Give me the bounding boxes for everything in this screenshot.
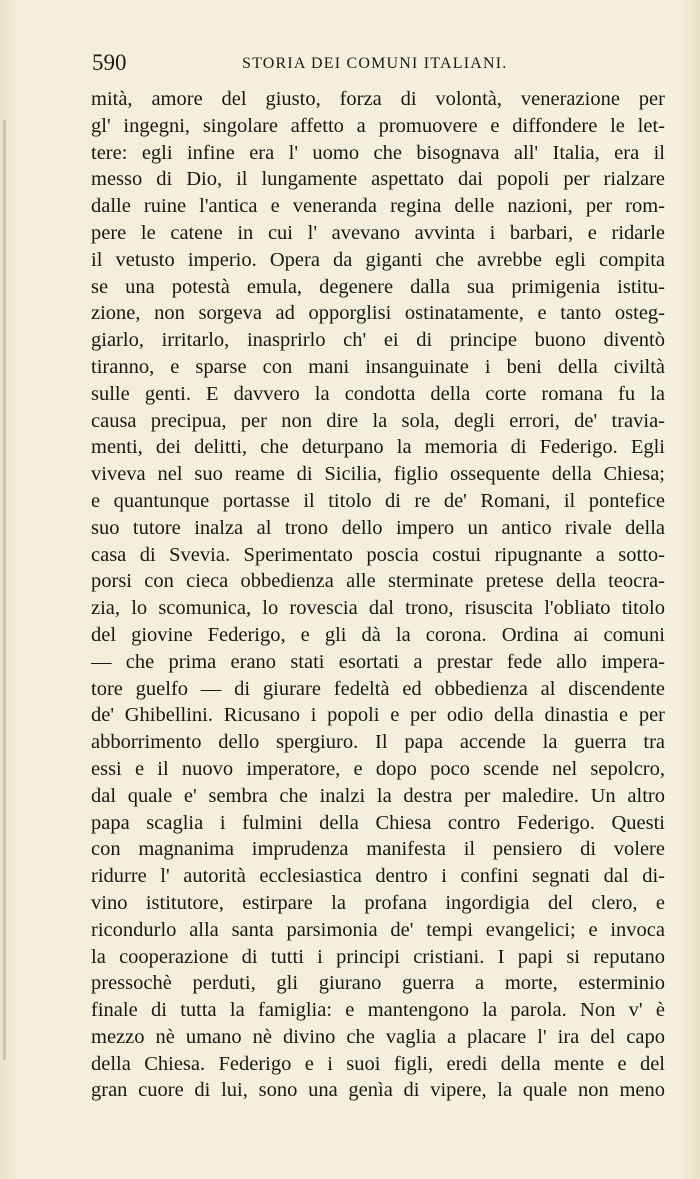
page-header [92, 48, 658, 78]
text-line: la cooperazione di tutti i principi cristiani. I papi si reputano [91, 945, 665, 968]
text-line: abborrimento dello spergiuro. Il papa accende la guerra tra [91, 731, 665, 754]
text-line: causa precipua, per non dire la sola, degli errori, de' travia- [91, 409, 665, 432]
text-line: — che prima erano stati esortati a prestar fede allo impera- [91, 650, 665, 673]
text-line: viveva nel suo reame di Sicilia, figlio ossequente della Chiesa; [91, 463, 665, 486]
text-line: giarlo, irritarlo, inasprirlo ch' ei di principe buono diventò [91, 329, 665, 352]
page-edge-shadow [3, 120, 6, 1060]
text-line: con magnanima imprudenza manifesta il pensiero di volere [91, 838, 665, 861]
text-line: essi e il nuovo imperatore, e dopo poco scende nel sepolcro, [91, 757, 665, 780]
text-line: porsi con cieca obbedienza alle sterminate pretese della teocra- [91, 570, 665, 593]
text-line: de' Ghibellini. Ricusano i popoli e per odio della dinastia e per [91, 704, 665, 727]
page-number: 590 [92, 50, 127, 75]
text-line: pressochè perduti, gli giurano guerra a morte, esterminio [91, 972, 665, 995]
text-line: sulle genti. E davvero la condotta della corte romana fu la [91, 382, 665, 405]
text-line: gl' ingegni, singolare affetto a promuovere e diffondere le let- [91, 114, 665, 137]
text-line: suo tutore inalza al trono dello impero un antico rivale della [91, 516, 665, 539]
text-line: dalle ruine l'antica e veneranda regina delle nazioni, per rom- [91, 195, 665, 218]
text-line: ridurre l' autorità ecclesiastica dentro i confini segnati dal di- [91, 865, 665, 888]
running-head: STORIA DEI COMUNI ITALIANI. [242, 55, 508, 72]
text-line: tiranno, e sparse con mani insanguinate i beni della civiltà [91, 355, 665, 378]
text-line: ricondurlo alla santa parsimonia de' tempi evangelici; e invoca [91, 918, 665, 941]
text-line: pere le catene in cui l' avevano avvinta i barbari, e ridarle [91, 221, 665, 244]
text-line: vino istitutore, estirpare la profana ingordigia del clero, e [91, 891, 665, 914]
text-line: mità, amore del giusto, forza di volontà, venerazione per [91, 88, 665, 110]
text-line: messo di Dio, il lungamente aspettato dai popoli per rialzare [91, 168, 665, 191]
text-line: e quantunque portasse il titolo di re de' Romani, il pontefice [91, 489, 665, 512]
text-line: tere: egli infine era l' uomo che bisognava all' Italia, era il [91, 141, 665, 164]
text-line: del giovine Federigo, e gli dà la corona. Ordina ai comuni [91, 623, 665, 646]
text-line: se una potestà emula, degenere dalla sua primigenia istitu- [91, 275, 665, 298]
text-line: zione, non sorgeva ad opporglisi ostinatamente, e tanto osteg- [91, 302, 665, 325]
body-text [91, 86, 665, 1104]
text-line: zia, lo scomunica, lo rovescia dal trono, risuscita l'obliato titolo [91, 597, 665, 620]
text-line: il vetusto imperio. Opera da giganti che avrebbe egli compita [91, 248, 665, 271]
text-line: tore guelfo — di giurare fedeltà ed obbedienza al discendente [91, 677, 665, 700]
text-line: della Chiesa. Federigo e i suoi figli, eredi della mente e del [91, 1052, 665, 1075]
text-line: gran cuore di lui, sono una genìa di vipere, la quale non meno [91, 1079, 665, 1102]
text-line: finale di tutta la famiglia: e mantengono la parola. Non v' è [91, 999, 665, 1022]
text-line: papa scaglia i fulmini della Chiesa contro Federigo. Questi [91, 811, 665, 834]
text-line: mezzo nè umano nè divino che vaglia a placare l' ira del capo [91, 1025, 665, 1048]
text-line: menti, dei delitti, che deturpano la memoria di Federigo. Egli [91, 436, 665, 459]
text-line: casa di Svevia. Sperimentato poscia costui ripugnante a sotto- [91, 543, 665, 566]
text-line: dal quale e' sembra che inalzi la destra per maledire. Un altro [91, 784, 665, 807]
